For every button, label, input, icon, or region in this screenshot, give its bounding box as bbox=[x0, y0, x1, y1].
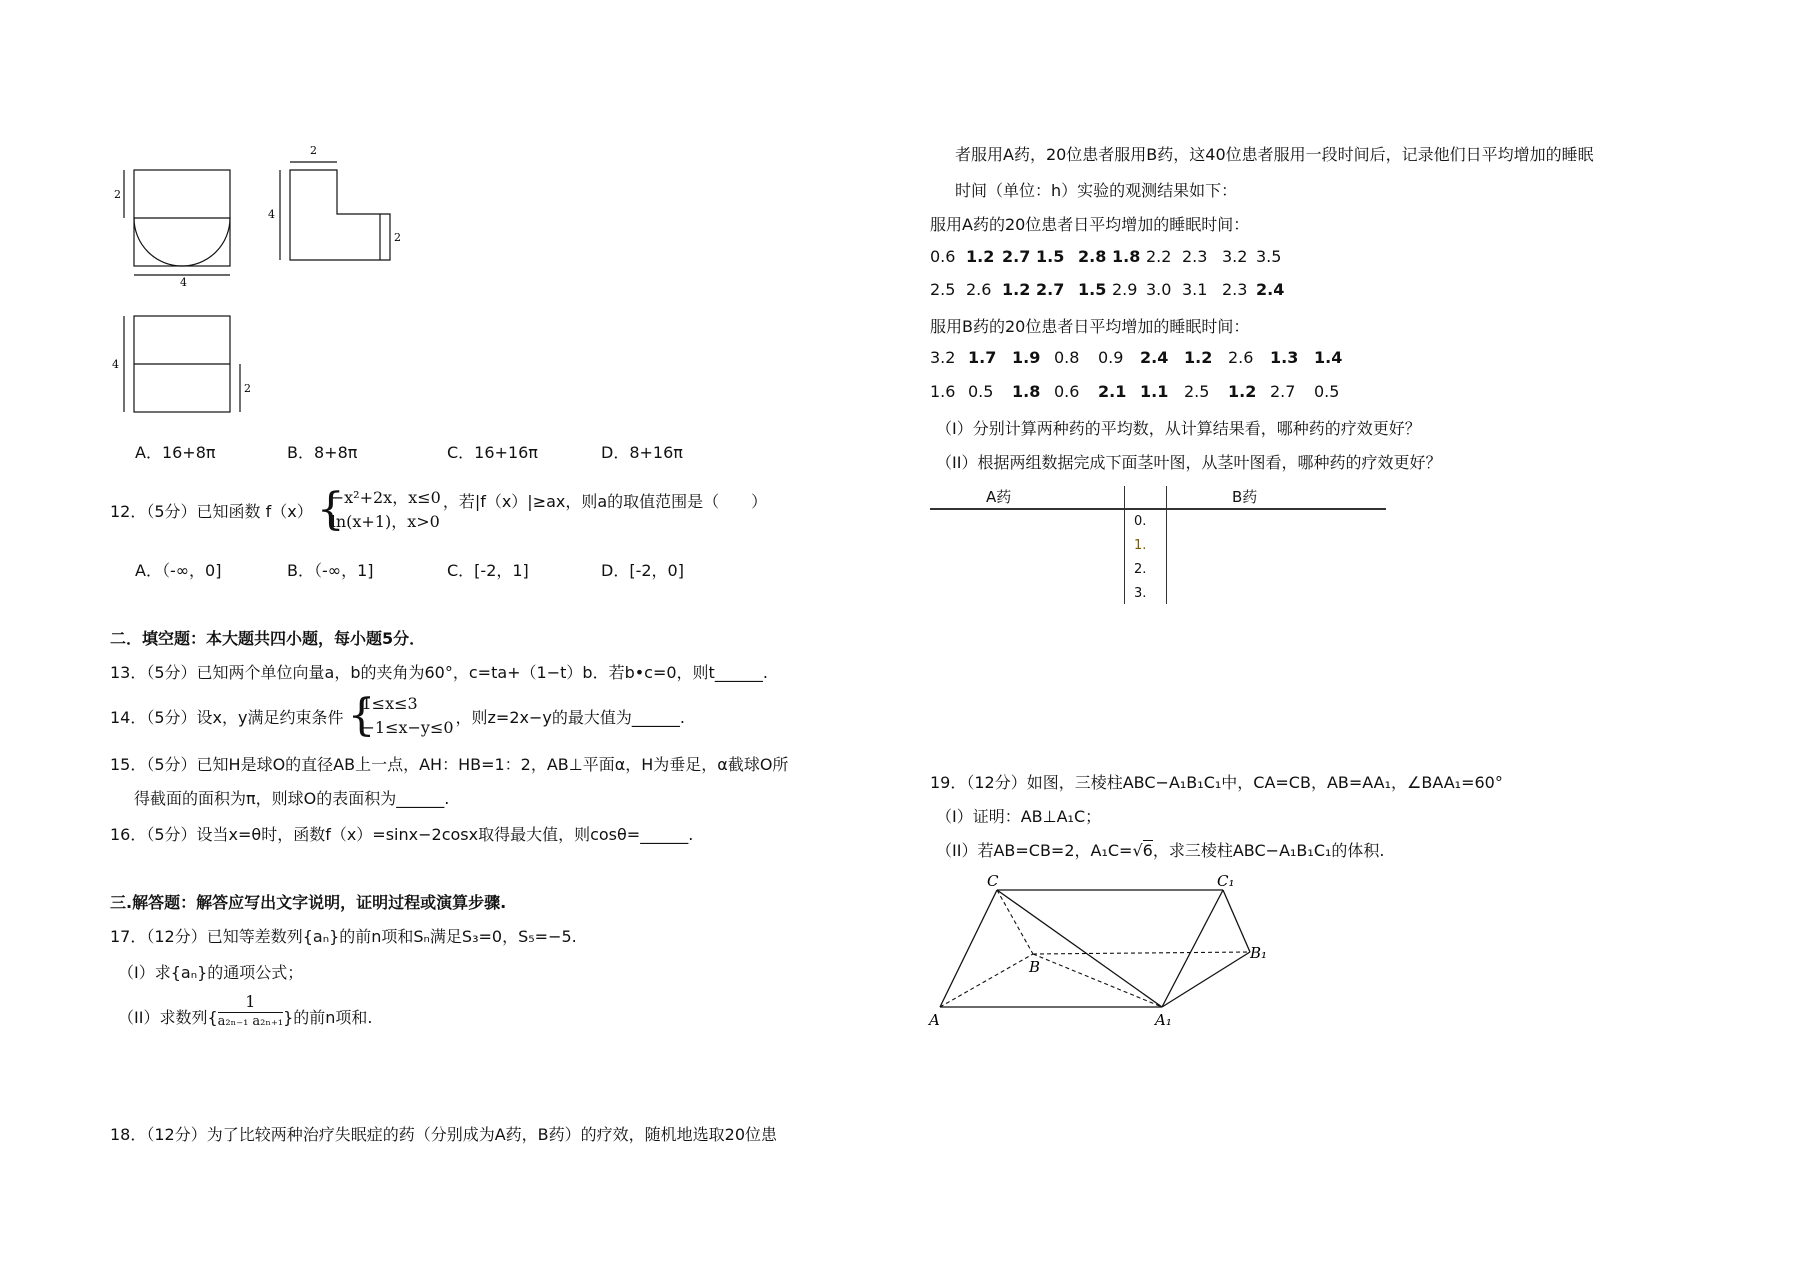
data-value: 0.5 bbox=[968, 382, 994, 401]
data-value: 2.4 bbox=[1256, 280, 1285, 299]
data-value: 1.9 bbox=[1012, 348, 1041, 367]
q11-option-a: A．16+8π bbox=[135, 443, 216, 462]
stem-value: 0. bbox=[1134, 514, 1147, 529]
q17-part-2-suffix: }的前n项和. bbox=[283, 1008, 373, 1027]
q13-text: 13．（5分）已知两个单位向量a，b的夹角为60°，c=ta+（1−t）b．若b•c=0，则t______. bbox=[110, 663, 768, 682]
q14-prefix: 14．（5分）设x，y满足约束条件 bbox=[110, 707, 344, 727]
q18-part-1: （I）分别计算两种药的平均数，从计算结果看，哪种药的疗效更好？ bbox=[936, 419, 1421, 438]
front-view bbox=[124, 170, 230, 275]
data-value: 2.7 bbox=[1036, 280, 1065, 299]
q11-option-c: C．16+16π bbox=[447, 443, 538, 462]
q18-b-label: 服用B药的20位患者日平均增加的睡眠时间： bbox=[930, 317, 1250, 336]
side-view bbox=[280, 162, 390, 260]
data-value: 1.2 bbox=[966, 247, 995, 266]
q12-option-a: A．（-∞，0] bbox=[135, 561, 222, 580]
q17-frac-denominator: a₂ₙ₋₁ a₂ₙ₊₁ bbox=[217, 1014, 284, 1029]
data-value: 2.6 bbox=[966, 280, 992, 299]
data-value: 1.1 bbox=[1140, 382, 1169, 401]
q17-frac-numerator: 1 bbox=[218, 992, 283, 1013]
data-value: 1.2 bbox=[1184, 348, 1213, 367]
q17-part-2 bbox=[118, 992, 373, 1035]
q15-line-1: 15．（5分）已知H是球O的直径AB上一点，AH：HB=1：2，AB⊥平面α，H为垂足，α截球O所 bbox=[110, 755, 789, 774]
data-value: 2.1 bbox=[1098, 382, 1127, 401]
section-3-heading: 三.解答题：解答应写出文字说明，证明过程或演算步骤. bbox=[110, 893, 507, 912]
data-value: 2.7 bbox=[1270, 382, 1296, 401]
front-width-label: 4 bbox=[180, 276, 187, 289]
q12-option-c: C．[-2，1] bbox=[447, 561, 529, 580]
data-value: 2.5 bbox=[930, 280, 956, 299]
data-value: 2.2 bbox=[1146, 247, 1172, 266]
data-value: 0.9 bbox=[1098, 348, 1124, 367]
data-value: 0.8 bbox=[1054, 348, 1080, 367]
vertex-label-b: B bbox=[1029, 958, 1041, 976]
data-value: 2.9 bbox=[1112, 280, 1138, 299]
data-value: 0.5 bbox=[1314, 382, 1340, 401]
q14-constraints: { 1≤x≤3 −1≤x−y≤0 bbox=[347, 690, 454, 741]
q15-line-2: 得截面的面积为π，则球O的表面积为______. bbox=[134, 789, 450, 808]
data-value: 2.3 bbox=[1182, 247, 1208, 266]
q12-piece-2: ln(x+1)，x>0 bbox=[330, 512, 440, 531]
q12-prefix: 12．（5分）已知函数 f（x） bbox=[110, 501, 313, 521]
q18-a-row-1 bbox=[930, 247, 1490, 269]
top-step-label: 2 bbox=[244, 382, 251, 395]
data-value: 2.7 bbox=[1002, 247, 1031, 266]
q12-suffix: ，若|f（x）|≥ax，则a的取值范围是（ ） bbox=[442, 491, 768, 511]
stem-value: 2. bbox=[1134, 562, 1147, 577]
data-value: 3.2 bbox=[1222, 247, 1248, 266]
q16-text: 16．（5分）设当x=θ时，函数f（x）=sinx−2cosx取得最大值，则cosθ=______. bbox=[110, 825, 694, 844]
data-value: 3.5 bbox=[1256, 247, 1282, 266]
q18-line-3: 时间（单位：h）实验的观测结果如下： bbox=[955, 181, 1238, 200]
q14-suffix: ，则z=2x−y的最大值为______. bbox=[455, 707, 685, 727]
data-value: 1.8 bbox=[1112, 247, 1141, 266]
data-value: 2.6 bbox=[1228, 348, 1254, 367]
front-height-label: 2 bbox=[114, 188, 121, 201]
q18-a-label: 服用A药的20位患者日平均增加的睡眠时间： bbox=[930, 215, 1250, 234]
stem-leaf-chart bbox=[930, 486, 1386, 606]
top-view bbox=[124, 316, 240, 412]
prism-figure bbox=[925, 872, 1275, 1032]
q12-piecewise: { −x²+2x，x≤0 ln(x+1)，x>0 bbox=[316, 484, 441, 535]
stem-value: 3. bbox=[1134, 586, 1147, 601]
data-value: 2.3 bbox=[1222, 280, 1248, 299]
side-step-label: 2 bbox=[394, 231, 401, 244]
q19-part-1: （I）证明：AB⊥A₁C； bbox=[936, 807, 1102, 826]
q19-part-2-prefix: （II）若AB=CB=2，A₁C= bbox=[936, 841, 1133, 860]
q18-b-row-1 bbox=[930, 348, 1490, 370]
data-value: 3.1 bbox=[1182, 280, 1208, 299]
top-height-label: 4 bbox=[112, 358, 119, 371]
section-2-heading: 二．填空题：本大题共四小题，每小题5分． bbox=[110, 629, 426, 648]
sqrt-sign: √ bbox=[1132, 841, 1143, 860]
q18-b-row-2 bbox=[930, 382, 1490, 404]
q17-part-1: （I）求{aₙ}的通项公式； bbox=[118, 963, 304, 982]
q11-option-b: B．8+8π bbox=[287, 443, 358, 462]
data-value: 1.6 bbox=[930, 382, 956, 401]
data-value: 1.5 bbox=[1036, 247, 1065, 266]
vertex-label-a1: A₁ bbox=[1155, 1011, 1172, 1029]
stem-leaf-divider-right bbox=[1166, 486, 1167, 604]
data-value: 0.6 bbox=[930, 247, 956, 266]
q12-option-d: D．[-2，0] bbox=[601, 561, 684, 580]
data-value: 2.5 bbox=[1184, 382, 1210, 401]
q18-line-2: 者服用A药，20位患者服用B药，这40位患者服用一段时间后，记录他们日平均增加的睡眠 bbox=[955, 145, 1594, 164]
q19-sqrt-value: 6 bbox=[1142, 841, 1153, 860]
vertex-label-c: C bbox=[987, 872, 999, 890]
stem-header-a: A药 bbox=[986, 488, 1012, 506]
q12-piece-1: −x²+2x，x≤0 bbox=[330, 488, 441, 507]
data-value: 1.2 bbox=[1002, 280, 1031, 299]
data-value: 3.2 bbox=[930, 348, 956, 367]
vertex-label-a: A bbox=[929, 1011, 940, 1029]
data-value: 3.0 bbox=[1146, 280, 1172, 299]
stem-value: 1. bbox=[1134, 538, 1147, 553]
q18-part-2: （II）根据两组数据完成下面茎叶图，从茎叶图看，哪种药的疗效更好？ bbox=[936, 453, 1442, 472]
data-value: 1.5 bbox=[1078, 280, 1107, 299]
side-width-label: 2 bbox=[310, 144, 317, 157]
q19-line-1: 19．（12分）如图，三棱柱ABC−A₁B₁C₁中，CA=CB，AB=AA₁，∠BAA₁=60° bbox=[930, 773, 1503, 792]
q17-part-2-prefix: （II）求数列{ bbox=[118, 1008, 218, 1027]
three-view-figure bbox=[100, 140, 430, 420]
data-value: 1.2 bbox=[1228, 382, 1257, 401]
data-value: 0.6 bbox=[1054, 382, 1080, 401]
data-value: 1.7 bbox=[968, 348, 997, 367]
side-height-label: 4 bbox=[268, 208, 275, 221]
q19-part-2 bbox=[936, 838, 1385, 861]
data-value: 1.3 bbox=[1270, 348, 1299, 367]
q11-option-d: D．8+16π bbox=[601, 443, 683, 462]
q14-stem bbox=[110, 692, 685, 740]
data-value: 1.4 bbox=[1314, 348, 1343, 367]
q14-line-2: −1≤x−y≤0 bbox=[361, 718, 454, 737]
q18-a-row-2 bbox=[930, 280, 1490, 302]
vertex-label-b1: B₁ bbox=[1250, 944, 1268, 962]
q17-fraction bbox=[218, 992, 283, 1029]
data-value: 1.8 bbox=[1012, 382, 1041, 401]
stem-leaf-top-rule bbox=[930, 508, 1386, 510]
q12-stem bbox=[110, 486, 767, 534]
q12-option-b: B．（-∞，1] bbox=[287, 561, 374, 580]
q18-line-1: 18．（12分）为了比较两种治疗失眠症的药（分别成为A药，B药）的疗效，随机地选取20位患 bbox=[110, 1125, 778, 1144]
q17-line-1: 17．（12分）已知等差数列{aₙ}的前n项和Sₙ满足S₃=0，S₅=−5. bbox=[110, 927, 577, 946]
vertex-label-c1: C₁ bbox=[1217, 872, 1235, 890]
q19-part-2-suffix: ，求三棱柱ABC−A₁B₁C₁的体积. bbox=[1152, 841, 1385, 860]
data-value: 2.4 bbox=[1140, 348, 1169, 367]
data-value: 2.8 bbox=[1078, 247, 1107, 266]
stem-header-b: B药 bbox=[1232, 488, 1258, 506]
stem-leaf-divider-left bbox=[1124, 486, 1125, 604]
q14-line-1: 1≤x≤3 bbox=[361, 694, 418, 713]
